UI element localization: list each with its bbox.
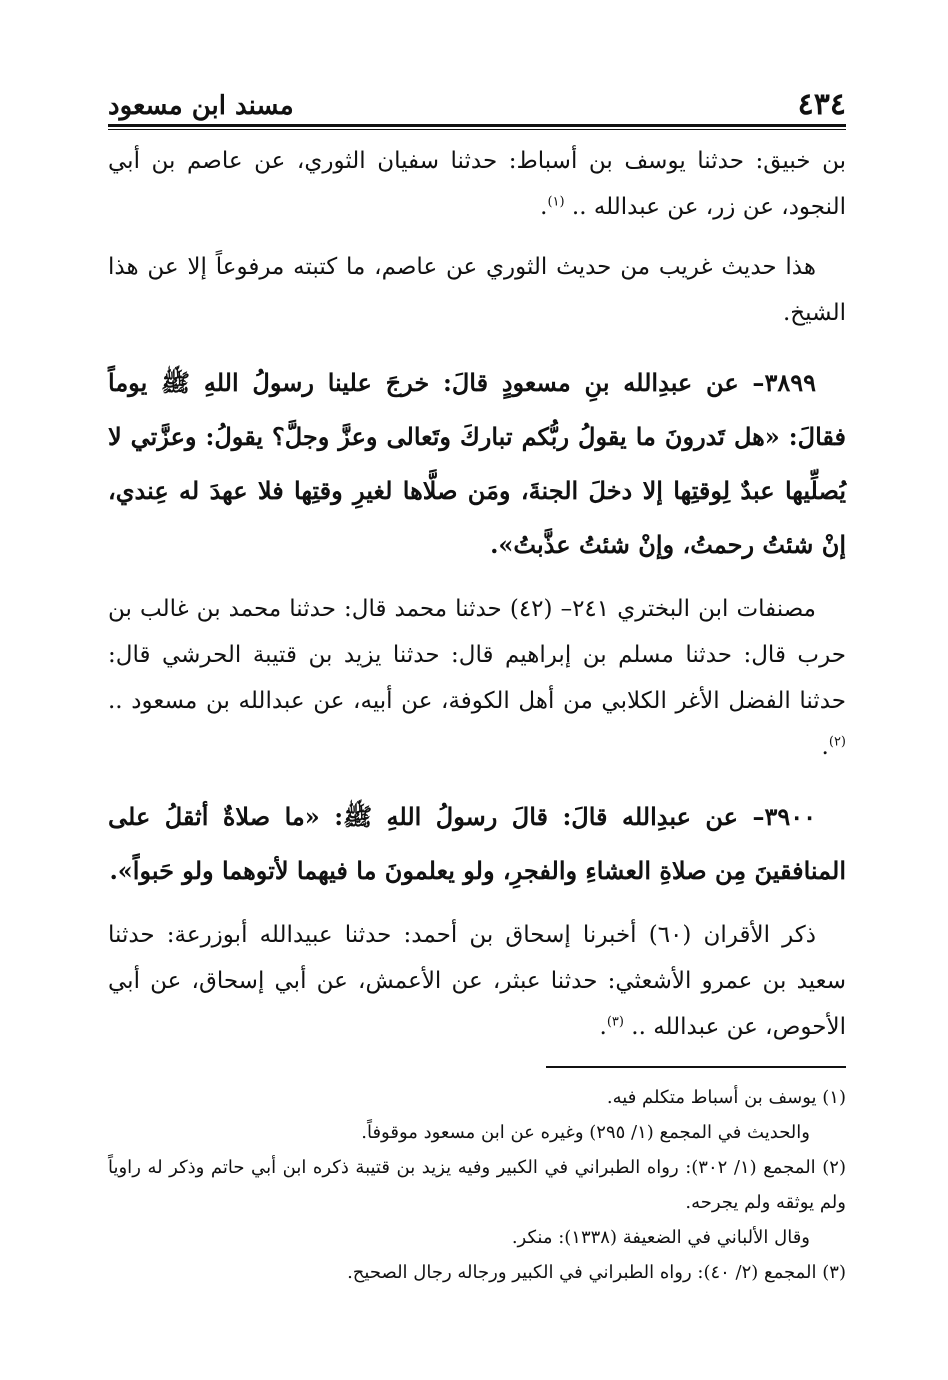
footnote-2: (٢) المجمع (١/ ٣٠٢): رواه الطبراني في الكبير وفيه يزيد بن قتيبة ذكره ابن أبي حاتم وذكر له راوياً ولم يوثقه ولم يجرحه. <box>108 1157 846 1213</box>
isnad-text-1: بن خبيق: حدثنا يوسف بن أسباط: حدثنا سفيان الثوري، عن عاصم بن أبي النجود، عن زر، عن عبدالله .. <box>108 148 846 220</box>
footnotes <box>108 1080 846 1290</box>
footnote-1: (١) يوسف بن أسباط متكلم فيه. <box>606 1087 846 1108</box>
hadith-3899: ٣٨٩٩– عن عبدِالله بنِ مسعودٍ قالَ: خرجَ علينا رسولُ اللهِ ﷺ يوماً فقالَ: «هل تَدرونَ ما يقولُ ربُّكم تباركَ وتَعالى وعزَّ وجلَّ؟ يقولُ: وعزَّتي لا يُصلِّيها عبدٌ لِوقتِها إلا دخلَ الجنةَ، ومَن صلَّاها لغيرِ وقتِها فلا عهدَ له عِندي، إنْ شئتُ رحمتُ، وإنْ شئتُ عذَّبتُ». <box>108 368 846 559</box>
page-number: ٤٣٤ <box>797 87 846 122</box>
footnote-ref-2: (٢) <box>828 734 846 750</box>
commentary-paragraph: هذا حديث غريب من حديث الثوري عن عاصم، ما كتبته مرفوعاً إلا عن هذا الشيخ. <box>108 254 846 326</box>
footnote-ref-1: (١) <box>547 194 565 210</box>
isnad-text-2: مصنفات ابن البختري ٢٤١– (٤٢) حدثنا محمد قال: حدثنا محمد بن غالب بن حرب قال: حدثنا مسلم بن إبراهيم قال: حدثنا يزيد بن قتيبة الحرشي قال: حدثنا الفضل الأغر الكلابي من أهل الكوفة، عن أبيه، عن عبدالله بن مسعود .. <box>108 596 846 714</box>
header-rule-thin <box>108 129 846 130</box>
hadith-3900: ٣٩٠٠– عن عبدِالله قالَ: قالَ رسولُ اللهِ ﷺ: «ما صلاةٌ أثقلُ على المنافقينَ مِن صلاةِ العشاءِ والفجرِ، ولو يعلمونَ ما فيهما لأتوهما ولو حَبواً». <box>108 802 846 885</box>
running-title: مسند ابن مسعود <box>108 91 294 121</box>
isnad-text-3: ذكر الأقران (٦٠) أخبرنا إسحاق بن أحمد: حدثنا عبيدالله أبوزرعة: حدثنا سعيد بن عمرو الأشعثي: حدثنا عبثر، عن الأعمش، عن أبي إسحاق، عن أبي الأحوص، عن عبدالله .. <box>108 922 846 1040</box>
header-rule <box>108 124 846 127</box>
footnote-3: (٣) المجمع (٢/ ٤٠): رواه الطبراني في الكبير ورجاله رجال الصحيح. <box>347 1262 846 1283</box>
book-page <box>108 84 846 1290</box>
page-header <box>108 84 846 128</box>
footnote-separator <box>546 1066 846 1068</box>
footnote-1-continued: والحديث في المجمع (١/ ٢٩٥) وغيره عن ابن مسعود موقوفاً. <box>361 1122 810 1143</box>
isnad-paragraph-1: بن خبيق: حدثنا يوسف بن أسباط: حدثنا سفيان الثوري، عن عاصم بن أبي النجود، عن زر، عن عبدالله .. $^{(١)}$. <box>108 148 846 220</box>
main-text <box>108 138 846 1050</box>
footnote-2-continued: وقال الألباني في الضعيفة (١٣٣٨): منكر. <box>511 1227 810 1248</box>
isnad-paragraph-3: ذكر الأقران (٦٠) أخبرنا إسحاق بن أحمد: حدثنا عبيدالله أبوزرعة: حدثنا سعيد بن عمرو الأشعثي: حدثنا عبثر، عن الأعمش، عن أبي إسحاق، عن أبي الأحوص، عن عبدالله .. $^{(٣)}$. <box>108 922 846 1040</box>
isnad-paragraph-2: مصنفات ابن البختري ٢٤١– (٤٢) حدثنا محمد قال: حدثنا محمد بن غالب بن حرب قال: حدثنا مسلم بن إبراهيم قال: حدثنا يزيد بن قتيبة الحرشي قال: حدثنا الفضل الأغر الكلابي من أهل الكوفة، عن أبيه، عن عبدالله بن مسعود .. $^{(٢)}$. <box>108 596 846 760</box>
footnote-ref-3: (٣) <box>606 1014 624 1030</box>
